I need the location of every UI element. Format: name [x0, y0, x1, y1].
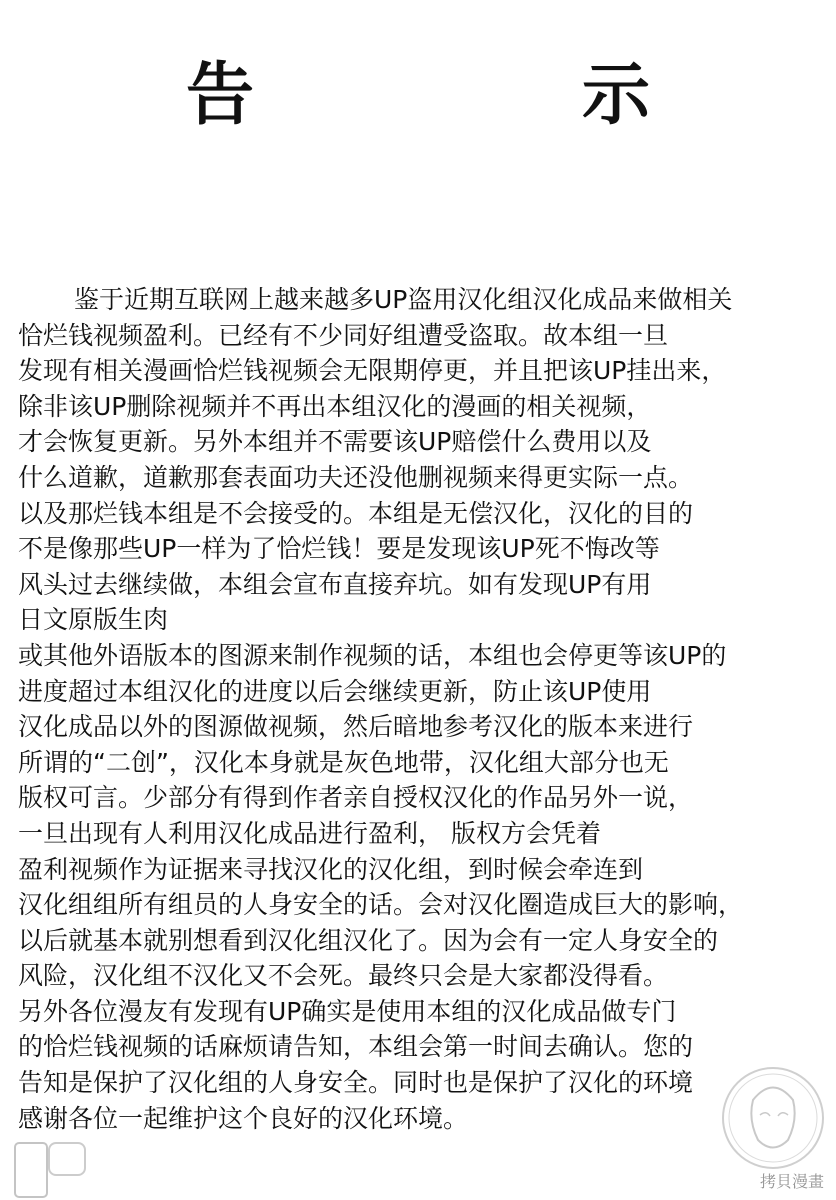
notice-line: 版权可言。少部分有得到作者亲自授权汉化的作品另外一说， [18, 783, 694, 813]
watermark-logo-left [14, 1142, 48, 1198]
notice-line: 才会恢复更新。另外本组并不需要该UP赔偿什么费用以及 [18, 427, 652, 457]
notice-line: 另外各位漫友有发现有UP确实是使用本组的汉化成品做专门 [18, 996, 677, 1026]
watermark-logo-left-secondary [48, 1142, 86, 1176]
notice-line: 除非该UP删除视频并不再出本组汉化的漫画的相关视频， [18, 391, 652, 421]
notice-line: 的恰烂钱视频的话麻烦请告知，本组会第一时间去确认。您的 [18, 1032, 694, 1062]
notice-line: 不是像那些UP一样为了恰烂钱！要是发现该UP死不悔改等 [18, 534, 660, 564]
notice-line: 或其他外语版本的图源来制作视频的话，本组也会停更等该UP的 [18, 640, 727, 670]
notice-line: 恰烂钱视频盈利。已经有不少同好组遭受盗取。故本组一旦 [18, 320, 669, 350]
notice-line: 以后就基本就别想看到汉化组汉化了。因为会有一定人身安全的 [18, 925, 719, 955]
notice-line: 以及那烂钱本组是不会接受的。本组是无偿汉化，汉化的目的 [18, 498, 694, 528]
notice-body [18, 282, 830, 1136]
notice-line: 感谢各位一起维护这个良好的汉化环境。 [18, 1103, 469, 1133]
watermark-character-icon [718, 1060, 828, 1180]
notice-line: 进度超过本组汉化的进度以后会继续更新，防止该UP使用 [18, 676, 652, 706]
notice-line: 日文原版生肉 [18, 605, 169, 635]
notice-line: 鉴于近期互联网上越来越多UP盗用汉化组汉化成品来做相关 [74, 285, 733, 314]
notice-line: 所谓的“二创”，汉化本身就是灰色地带，汉化组大部分也无 [18, 747, 669, 777]
watermark-text: 拷貝漫畫 [760, 1172, 825, 1191]
notice-line: 汉化组组所有组员的人身安全的话。会对汉化圈造成巨大的影响， [18, 890, 744, 920]
notice-line: 什么道歉，道歉那套表面功夫还没他删视频来得更实际一点。 [18, 462, 694, 492]
notice-title: 告 示 [185, 56, 780, 135]
notice-line: 汉化成品以外的图源做视频，然后暗地参考汉化的版本来进行 [18, 712, 694, 742]
notice-line: 盈利视频作为证据来寻找汉化的汉化组，到时候会牵连到 [18, 854, 644, 884]
notice-line: 发现有相关漫画恰烂钱视频会无限期停更，并且把该UP挂出来， [18, 356, 727, 386]
notice-line: 一旦出现有人利用汉化成品进行盈利， 版权方会凭着 [18, 818, 601, 848]
notice-line: 风头过去继续做，本组会宣布直接弃坑。如有发现UP有用 [18, 569, 652, 599]
notice-line: 告知是保护了汉化组的人身安全。同时也是保护了汉化的环境 [18, 1068, 694, 1098]
notice-line: 风险，汉化组不汉化又不会死。最终只会是大家都没得看。 [18, 961, 669, 991]
